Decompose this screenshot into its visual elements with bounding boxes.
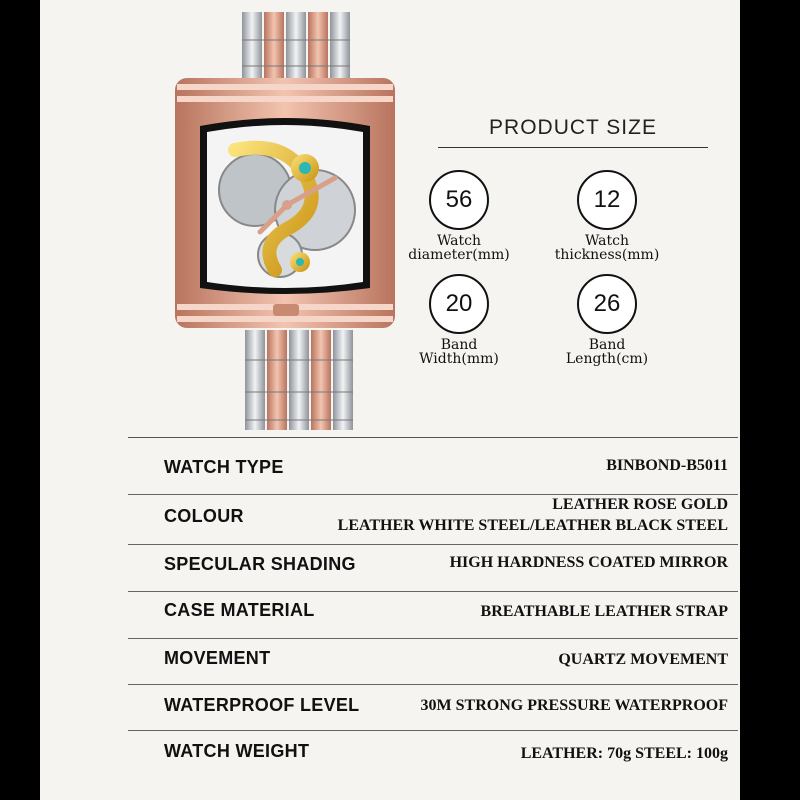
spec-value: LEATHER ROSE GOLD LEATHER WHITE STEEL/LEATHER BLACK STEEL [337,496,728,534]
product-size-title: PRODUCT SIZE [489,116,657,139]
stat-value: 20 [429,274,489,334]
product-size-divider [438,147,708,148]
spec-key: WATCH WEIGHT [164,741,310,761]
stat-band-length [532,274,682,366]
stat-label: Watch diameter(mm) [408,233,510,263]
stat-label: Watch thickness(mm) [554,233,660,263]
spec-value: 30M STRONG PRESSURE WATERPROOF [420,697,728,714]
stat-watch-diameter [384,170,534,262]
stat-band-width [384,274,534,366]
spec-key: CASE MATERIAL [164,600,315,620]
spec-value: LEATHER: 70g STEEL: 100g [520,745,728,762]
spec-value: BREATHABLE LEATHER STRAP [480,603,728,620]
spec-row-case-material [128,591,738,639]
spec-key: WATERPROOF LEVEL [164,695,360,715]
stat-value: 26 [577,274,637,334]
lower-bracelet [245,330,353,430]
stat-label: Band Width(mm) [419,337,499,367]
spec-row-watch-weight [128,730,738,776]
spec-value: QUARTZ MOVEMENT [558,651,728,668]
product-info-panel [40,0,740,800]
spec-row-movement [128,638,738,685]
stat-value: 56 [429,170,489,230]
spec-key: WATCH TYPE [164,457,284,477]
watch-image [165,0,415,440]
spec-key: MOVEMENT [164,648,271,668]
spec-value: BINBOND-B5011 [606,457,728,474]
stat-watch-thickness [532,170,682,262]
right-black-border [740,0,800,800]
spec-key: SPECULAR SHADING [164,554,356,574]
spec-value: HIGH HARDNESS COATED MIRROR [449,554,728,571]
spec-row-specular-shading [128,544,738,592]
spec-row-colour [128,494,738,545]
stat-value: 12 [577,170,637,230]
spec-row-waterproof-level [128,684,738,731]
stat-label: Band Length(cm) [565,337,649,367]
spec-row-watch-type [128,438,738,495]
left-black-border [0,0,40,800]
spec-key: COLOUR [164,506,244,526]
